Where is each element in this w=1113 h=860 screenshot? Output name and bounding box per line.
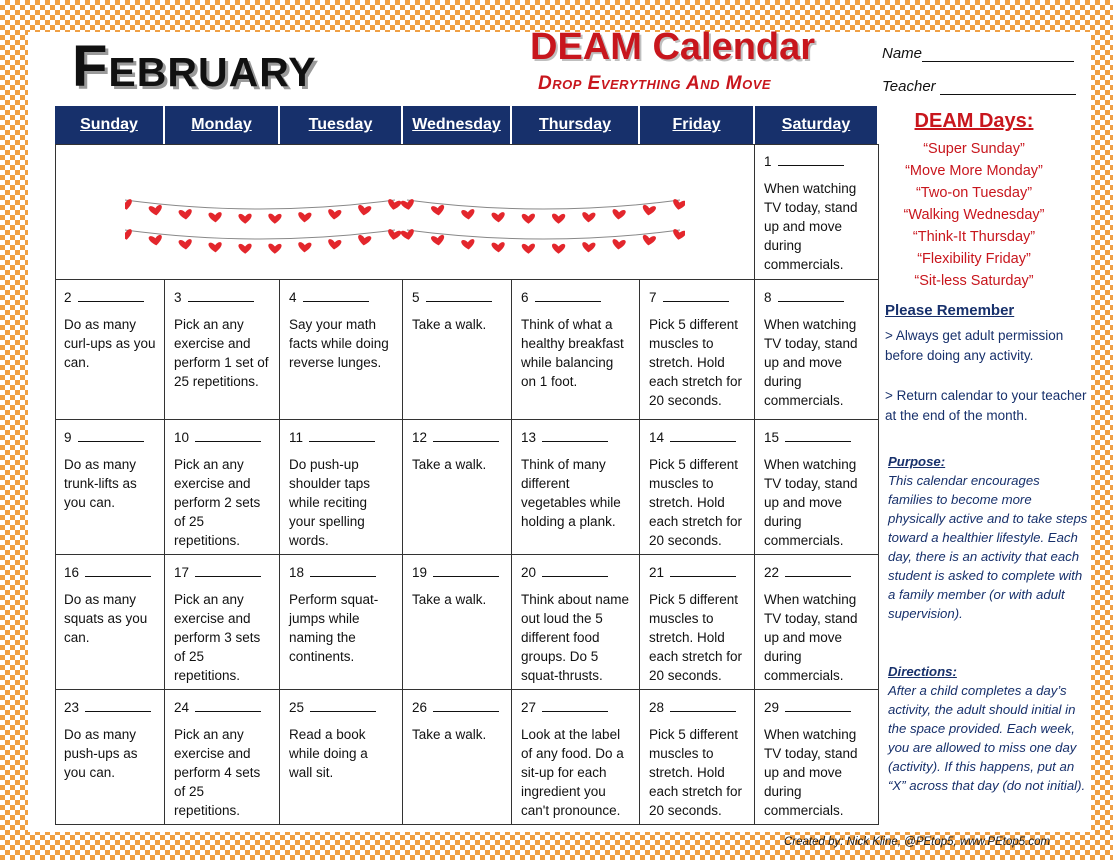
deam-day-item: “Think-It Thursday” (912, 229, 1036, 245)
day-number-label: 3 (174, 290, 182, 305)
deam-day-item: “Super Sunday” (923, 141, 1025, 157)
initial-line[interactable] (535, 289, 601, 302)
heart-icon (642, 205, 656, 217)
deam-day-item: “Sit-less Saturday” (914, 273, 1034, 289)
day-number (412, 698, 503, 717)
day-number (649, 428, 746, 447)
purpose-section (888, 452, 1088, 623)
day-number-label: 12 (412, 430, 428, 445)
day-number (174, 428, 271, 447)
initial-line[interactable] (542, 699, 608, 712)
weekday-header-sunday: Sunday (55, 106, 165, 144)
day-number (64, 563, 156, 582)
day-activity: Do as many squats as you can. (64, 592, 148, 645)
day-number-label: 26 (412, 700, 428, 715)
day-cell[interactable] (755, 420, 879, 555)
day-number-label: 18 (289, 565, 305, 580)
day-number-label: 10 (174, 430, 190, 445)
day-activity: Take a walk. (412, 457, 487, 472)
heart-icon (522, 214, 535, 224)
heart-icon (612, 239, 626, 250)
day-number-label: 29 (764, 700, 780, 715)
heart-icon (238, 214, 251, 224)
weekday-header-thursday: Thursday (512, 106, 640, 144)
day-number (521, 288, 631, 307)
day-activity: Say your math facts while doing reverse lunges. (289, 317, 389, 370)
day-cell[interactable] (512, 420, 640, 555)
day-number-label: 14 (649, 430, 665, 445)
day-number (64, 698, 156, 717)
remember-item-return: > Return calendar to your teacher at the end of the month. (885, 388, 1087, 423)
deam-day-item: “Move More Monday” (905, 163, 1043, 179)
day-number-label: 25 (289, 700, 305, 715)
month-title: February (72, 34, 317, 99)
heart-icon (491, 242, 505, 253)
heart-icon (327, 209, 341, 220)
calendar-grid (55, 106, 879, 825)
initial-line[interactable] (195, 564, 261, 577)
day-activity: Do push-up shoulder taps while reciting your spelling words. (289, 457, 371, 548)
initial-line[interactable] (670, 429, 736, 442)
day-number-label: 23 (64, 700, 80, 715)
teacher-field[interactable] (882, 78, 1076, 95)
day-activity: Take a walk. (412, 317, 487, 332)
heart-icon (298, 242, 312, 253)
day-number-label: 28 (649, 700, 665, 715)
day-number-label: 7 (649, 290, 657, 305)
day-activity: Do as many trunk-lifts as you can. (64, 457, 137, 510)
day-activity: Pick an any exercise and perform 2 sets of 25 repetitions. (174, 457, 261, 548)
initial-line[interactable] (670, 699, 736, 712)
purpose-title: Purpose: (888, 454, 946, 469)
name-field[interactable] (882, 45, 1074, 62)
day-number (412, 563, 503, 582)
teacher-label: Teacher (882, 78, 936, 95)
day-activity: Take a walk. (412, 727, 487, 742)
day-cell[interactable] (403, 555, 512, 690)
initial-line[interactable] (785, 564, 851, 577)
day-activity: When watching TV today, stand up and move during commercials. (764, 592, 858, 683)
initial-line[interactable] (310, 564, 376, 577)
deam-subtitle: Drop Everything And Move (538, 73, 772, 94)
day-number (289, 428, 394, 447)
heart-icon (208, 212, 222, 223)
day-number-label: 2 (64, 290, 72, 305)
day-number (649, 288, 746, 307)
heart-icon (148, 235, 162, 247)
heart-icon (208, 242, 222, 253)
day-cell[interactable] (403, 420, 512, 555)
day-cell[interactable] (280, 420, 403, 555)
initial-line[interactable] (426, 289, 492, 302)
heart-icon (178, 239, 192, 250)
weekday-header-row (55, 106, 879, 144)
directions-title: Directions: (888, 664, 957, 679)
initial-line[interactable] (195, 699, 261, 712)
day-activity: Pick 5 different muscles to stretch. Hold each stretch for 20 seconds. (649, 457, 743, 548)
remember-title: Please Remember (885, 302, 1015, 319)
deam-days-title: DEAM Days: (914, 110, 1034, 132)
purpose-text: This calendar encourages families to become more physically active and to take steps toward a healthier lifestyle. Each day, there is an activity that each student is asked to complete with a family member (or with adult supervision). (888, 473, 1088, 621)
garland-string (407, 230, 680, 239)
day-activity: Think of what a healthy breakfast while balancing on 1 foot. (521, 317, 624, 389)
day-number-label: 24 (174, 700, 190, 715)
day-activity: Think of many different vegetables while holding a plank. (521, 457, 621, 529)
weekday-header-friday: Friday (640, 106, 755, 144)
heart-garland-icon (125, 184, 685, 274)
day-number-label: 21 (649, 565, 665, 580)
deam-day-item: “Walking Wednesday” (903, 207, 1045, 223)
heart-icon (522, 244, 535, 254)
day-cell[interactable] (165, 555, 280, 690)
heart-icon (357, 235, 371, 247)
heart-icon (148, 205, 162, 217)
heart-icon (268, 214, 281, 224)
day-number-label: 13 (521, 430, 537, 445)
garland-string (125, 200, 395, 209)
day-number (64, 288, 156, 307)
initial-line[interactable] (188, 289, 254, 302)
remember-list (885, 326, 1090, 446)
initial-line[interactable] (78, 289, 144, 302)
day-cell[interactable] (55, 420, 165, 555)
initial-line[interactable] (542, 564, 608, 577)
day-cell[interactable] (55, 280, 165, 420)
day-cell[interactable] (640, 420, 755, 555)
heart-icon (612, 209, 626, 220)
day-cell[interactable] (512, 690, 640, 825)
initial-line[interactable] (78, 429, 144, 442)
day-number (412, 428, 503, 447)
day-cell[interactable] (280, 555, 403, 690)
day-number-label: 8 (764, 290, 772, 305)
teacher-line[interactable] (940, 80, 1076, 95)
day-activity: Look at the label of any food. Do a sit-up for each ingredient you can't pronounce. (521, 727, 624, 818)
heart-icon (238, 244, 251, 254)
deam-day-item: “Two-on Tuesday” (915, 185, 1033, 201)
day-number (521, 428, 631, 447)
day-cell[interactable] (755, 555, 879, 690)
day-number (174, 563, 271, 582)
day-number (289, 288, 394, 307)
day-activity: Pick 5 different muscles to stretch. Hold each stretch for 20 seconds. (649, 592, 743, 683)
day-cell[interactable] (55, 690, 165, 825)
day-number (764, 288, 870, 307)
day-number (649, 698, 746, 717)
day-number (412, 288, 503, 307)
day-number (521, 563, 631, 582)
initial-line[interactable] (778, 153, 844, 166)
heart-icon (461, 209, 475, 220)
day-number-label: 11 (289, 430, 304, 445)
credit-footer: Created by: Nick Kline, @PEtop5, www.PEtop5.com (784, 836, 1051, 848)
day-activity: When watching TV today, stand up and move during commercials. (764, 181, 858, 272)
day-activity: Think about name out loud the 5 different food groups. Do 5 squat-thrusts. (521, 592, 630, 683)
day-activity: Pick 5 different muscles to stretch. Hold each stretch for 20 seconds. (649, 317, 743, 408)
day-cell[interactable] (280, 280, 403, 420)
day-activity: Pick an any exercise and perform 1 set of 25 repetitions. (174, 317, 269, 389)
day-activity: When watching TV today, stand up and move during commercials. (764, 457, 858, 548)
empty-first-week (55, 144, 755, 280)
heart-icon (461, 239, 475, 250)
heart-icon (431, 205, 445, 217)
day-number (521, 698, 631, 717)
heart-icon (582, 242, 596, 253)
directions-text: After a child completes a day’s activity, the adult should initial in the space provided. Each week, you are allowed to miss one day (activity). If this happens, put an “X” across that day (do not initial). (888, 683, 1086, 793)
heart-icon (552, 244, 565, 254)
day-number (764, 428, 870, 447)
day-cell[interactable] (755, 280, 879, 420)
day-cell[interactable] (403, 280, 512, 420)
initial-line[interactable] (433, 699, 499, 712)
day-number-label: 16 (64, 565, 80, 580)
day-cell[interactable] (512, 555, 640, 690)
heart-icon (642, 235, 656, 247)
day-cell[interactable] (755, 690, 879, 825)
day-number (764, 152, 870, 171)
day-number-label: 22 (764, 565, 780, 580)
day-cell[interactable] (165, 280, 280, 420)
day-number-label: 17 (174, 565, 190, 580)
day-activity: Pick 5 different muscles to stretch. Hold each stretch for 20 seconds. (649, 727, 743, 818)
day-number (174, 288, 271, 307)
day-cell[interactable] (165, 690, 280, 825)
day-activity: Pick an any exercise and perform 4 sets of 25 repetitions. (174, 727, 261, 818)
day-number (289, 563, 394, 582)
garland-string (125, 230, 395, 239)
initial-line[interactable] (309, 429, 375, 442)
initial-line[interactable] (195, 429, 261, 442)
initial-line[interactable] (670, 564, 736, 577)
day-number-label: 5 (412, 290, 420, 305)
heart-icon (491, 212, 505, 223)
day-number-label: 4 (289, 290, 297, 305)
day-number-label: 19 (412, 565, 428, 580)
heart-icon (327, 239, 341, 250)
day-number-label: 15 (764, 430, 780, 445)
initial-line[interactable] (785, 699, 851, 712)
day-cell[interactable] (55, 555, 165, 690)
initial-line[interactable] (303, 289, 369, 302)
initial-line[interactable] (433, 429, 499, 442)
day-cell[interactable] (640, 690, 755, 825)
name-line[interactable] (922, 47, 1074, 62)
heart-icon (431, 235, 445, 247)
day-cell[interactable] (640, 555, 755, 690)
day-number (64, 428, 156, 447)
initial-line[interactable] (433, 564, 499, 577)
day-number-label: 9 (64, 430, 72, 445)
initial-line[interactable] (85, 699, 151, 712)
day-activity: When watching TV today, stand up and move during commercials. (764, 727, 858, 818)
day-number-label: 6 (521, 290, 529, 305)
weekday-header-saturday: Saturday (755, 106, 879, 144)
initial-line[interactable] (85, 564, 151, 577)
heart-icon (268, 244, 281, 254)
day-activity: Pick an any exercise and perform 3 sets of 25 repetitions. (174, 592, 261, 683)
deam-day-item: “Flexibility Friday” (917, 251, 1031, 267)
heart-icon (357, 205, 371, 217)
initial-line[interactable] (778, 289, 844, 302)
day-cell[interactable] (165, 420, 280, 555)
day-cell[interactable] (403, 690, 512, 825)
name-label: Name (882, 45, 923, 62)
deam-calendar-title: DEAM Calendar (530, 26, 816, 68)
day-activity: Take a walk. (412, 592, 487, 607)
heart-icon (298, 212, 312, 223)
initial-line[interactable] (663, 289, 729, 302)
remember-item-permission: > Always get adult permission before doing any activity. (885, 328, 1064, 363)
day-cell[interactable] (280, 690, 403, 825)
day-activity: Read a book while doing a wall sit. (289, 727, 368, 780)
day-activity: When watching TV today, stand up and move during commercials. (764, 317, 858, 408)
initial-line[interactable] (785, 429, 851, 442)
weekday-header-wednesday: Wednesday (403, 106, 512, 144)
day-activity: Perform squat-jumps while naming the continents. (289, 592, 379, 664)
day-number-label: 20 (521, 565, 537, 580)
deam-days-list (885, 138, 1063, 292)
heart-icon (178, 209, 192, 220)
day-number (649, 563, 746, 582)
day-number (289, 698, 394, 717)
initial-line[interactable] (542, 429, 608, 442)
weekday-header-tuesday: Tuesday (280, 106, 403, 144)
weekday-header-monday: Monday (165, 106, 280, 144)
day-number-label: 27 (521, 700, 537, 715)
day-cell[interactable] (512, 280, 640, 420)
day-number (174, 698, 271, 717)
heart-icon (582, 212, 596, 223)
day-activity: Do as many push-ups as you can. (64, 727, 138, 780)
directions-section (888, 662, 1088, 795)
day-number (764, 698, 870, 717)
garland-string (407, 200, 680, 209)
initial-line[interactable] (310, 699, 376, 712)
day-number (764, 563, 870, 582)
day-cell[interactable] (640, 280, 755, 420)
day-activity: Do as many curl-ups as you can. (64, 317, 156, 370)
day-cell[interactable] (755, 144, 879, 280)
heart-icon (552, 214, 565, 224)
day-number-label: 1 (764, 154, 772, 169)
